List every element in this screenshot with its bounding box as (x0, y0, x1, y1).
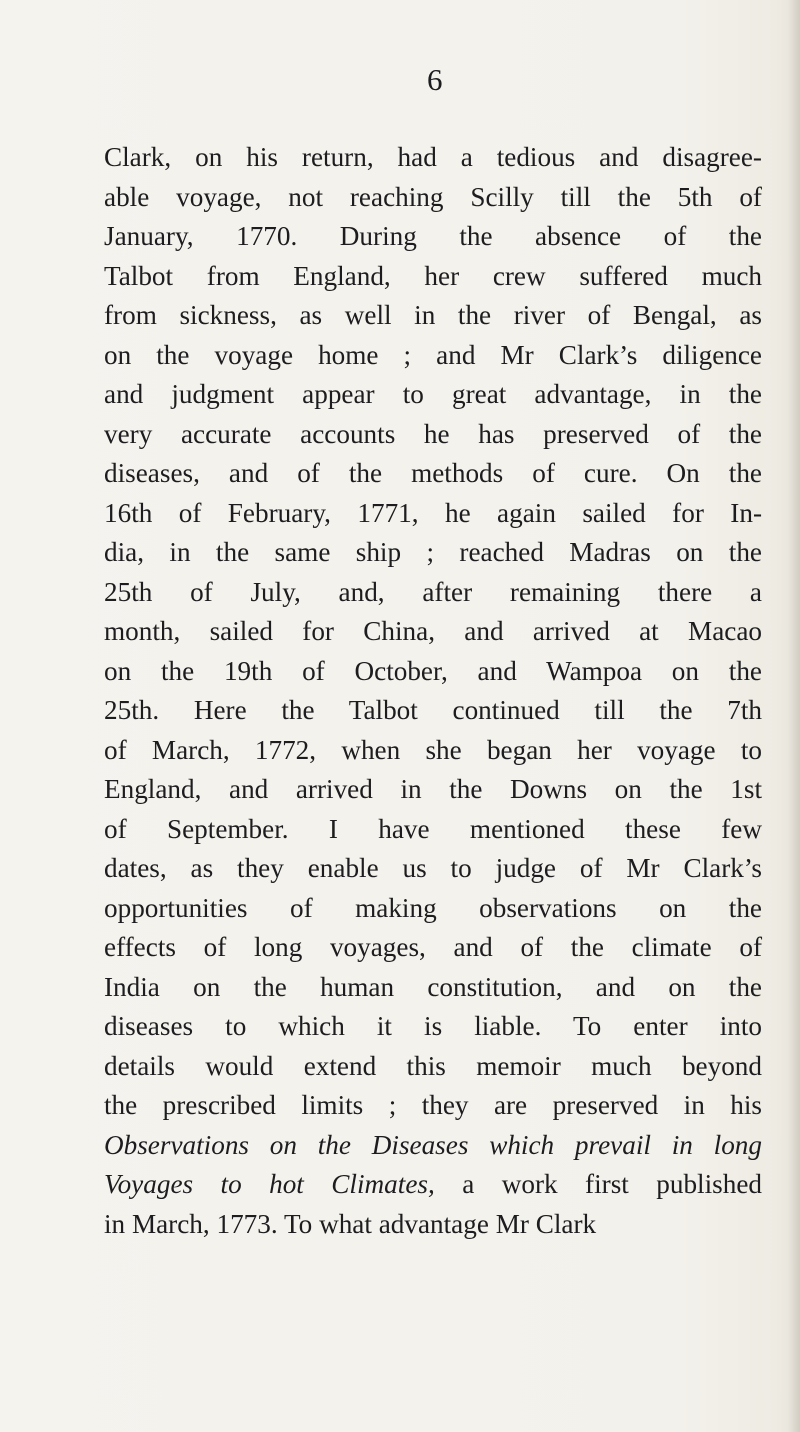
text-line (104, 375, 762, 415)
text-segment: effects of long voyages, and of the climate of (104, 932, 762, 962)
text-segment: of September. I have mentioned these few (104, 813, 762, 844)
text-line (104, 1086, 762, 1126)
text-line (104, 968, 762, 1008)
text-segment: India on the human constitution, and on the (104, 971, 762, 1002)
text-segment: 16th of February, 1771, he again sailed for In- (104, 497, 762, 528)
text-line (104, 494, 762, 534)
text-line (104, 454, 762, 494)
page-number: 6 (427, 62, 443, 97)
text-segment: in March, 1773. To what advantage Mr Clark (104, 1208, 597, 1239)
text-line (104, 415, 762, 455)
text-segment: opportunities of making observations on the (104, 892, 762, 923)
text-segment: dia, in the same ship ; reached Madras on the (104, 537, 762, 567)
text-line (104, 533, 762, 573)
page-edge-shadow (788, 0, 800, 1432)
text-segment: diseases to which it is liable. To enter into (104, 1011, 762, 1041)
text-line (104, 257, 762, 297)
text-line (104, 928, 762, 968)
text-segment: able voyage, not reaching Scilly till the 5th of (104, 181, 762, 212)
text-segment: from sickness, as well in the river of Bengal, as (104, 300, 762, 330)
text-line (104, 849, 762, 889)
body-text (104, 138, 776, 1244)
text-line (104, 217, 762, 257)
text-line (104, 691, 762, 731)
text-segment: Talbot from England, her crew suffered much (104, 260, 762, 291)
italic-text-segment: Observations on the Diseases which prevail in long (104, 1129, 762, 1160)
text-segment: diseases, and of the methods of cure. On the (104, 458, 762, 488)
text-line (104, 770, 762, 810)
text-line (104, 1047, 762, 1087)
text-segment: details would extend this memoir much beyond (104, 1050, 762, 1081)
text-segment: of March, 1772, when she began her voyage to (104, 734, 762, 765)
text-line (104, 612, 762, 652)
text-segment: very accurate accounts he has preserved of the (104, 418, 762, 449)
text-segment: on the 19th of October, and Wampoa on the (104, 655, 762, 686)
text-segment: the prescribed limits ; they are preserved in his (104, 1090, 762, 1120)
text-line (104, 138, 762, 178)
text-line (104, 1205, 762, 1245)
text-line (104, 1126, 762, 1166)
text-segment: month, sailed for China, and arrived at Macao (104, 616, 762, 646)
text-line (104, 296, 762, 336)
text-line (104, 336, 762, 376)
text-line (104, 810, 762, 850)
text-line (104, 573, 762, 613)
text-segment: 25th. Here the Talbot continued till the 7th (104, 695, 762, 725)
text-line (104, 889, 762, 929)
text-segment: on the voyage home ; and Mr Clark’s diligence (104, 339, 762, 370)
text-line (104, 652, 762, 692)
text-segment: 25th of July, and, after remaining there a (104, 576, 762, 607)
text-segment: January, 1770. During the absence of the (104, 221, 762, 251)
text-line (104, 731, 762, 771)
text-segment: England, and arrived in the Downs on the 1st (104, 774, 762, 804)
text-segment: and judgment appear to great advantage, in the (104, 379, 762, 409)
text-segment: a work first published (434, 1169, 762, 1199)
text-line (104, 1165, 762, 1205)
italic-text-segment: Voyages to hot Climates, (104, 1169, 435, 1199)
text-line (104, 178, 762, 218)
text-segment: dates, as they enable us to judge of Mr Clark’s (104, 853, 762, 883)
text-segment: Clark, on his return, had a tedious and disagree- (104, 142, 762, 172)
text-line (104, 1007, 762, 1047)
